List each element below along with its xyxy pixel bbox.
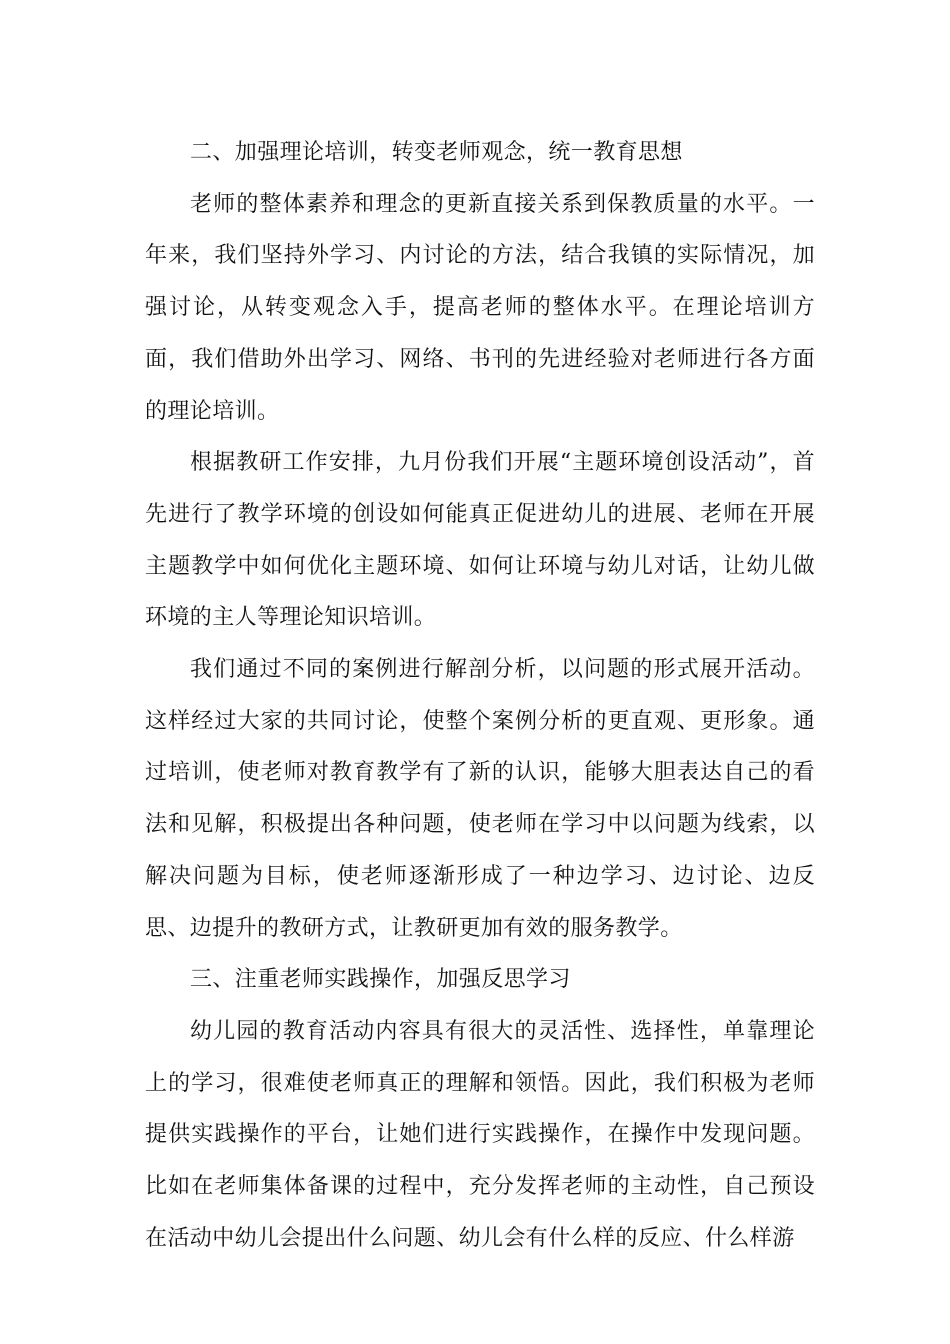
body-paragraph: 幼儿园的教育活动内容具有很大的灵活性、选择性，单靠理论上的学习，很难使老师真正的理解和领悟。因此，我们积极为老师提供实践操作的平台，让她们进行实践操作，在操作中发现问题。比如在老师集体备课的过程中，充分发挥老师的主动性，自己预设在活动中幼儿会提出什么问题、幼儿会有什么样的反应、什么样游 <box>145 1018 815 1251</box>
body-paragraph: 我们通过不同的案例进行解剖分析，以问题的形式展开活动。这样经过大家的共同讨论，使整个案例分析的更直观、更形象。通过培训，使老师对教育教学有了新的认识，能够大胆表达自己的看法和见解，积极提出各种问题，使老师在学习中以问题为线索，以解决问题为目标，使老师逐渐形成了一种边学习、边讨论、边反思、边提升的教研方式，让教研更加有效的服务教学。 <box>145 657 815 941</box>
section-heading-3: 三、注重老师实践操作，加强反思学习 <box>190 967 571 993</box>
section-heading-2: 二、加强理论培训，转变老师观念，统一教育思想 <box>190 140 683 165</box>
body-paragraph: 根据教研工作安排，九月份我们开展“主题环境创设活动”，首先进行了教学环境的创设如何能真正促进幼儿的进展、老师在开展主题教学中如何优化主题环境、如何让环境与幼儿对话，让幼儿做环境的主人等理论知识培训。 <box>145 450 815 631</box>
document-body <box>145 127 815 1264</box>
body-paragraph: 老师的整体素养和理念的更新直接关系到保教质量的水平。一年来，我们坚持外学习、内讨论的方法，结合我镇的实际情况，加强讨论，从转变观念入手，提高老师的整体水平。在理论培训方面，我们借助外出学习、网络、书刊的先进经验对老师进行各方面的理论培训。 <box>145 191 815 424</box>
